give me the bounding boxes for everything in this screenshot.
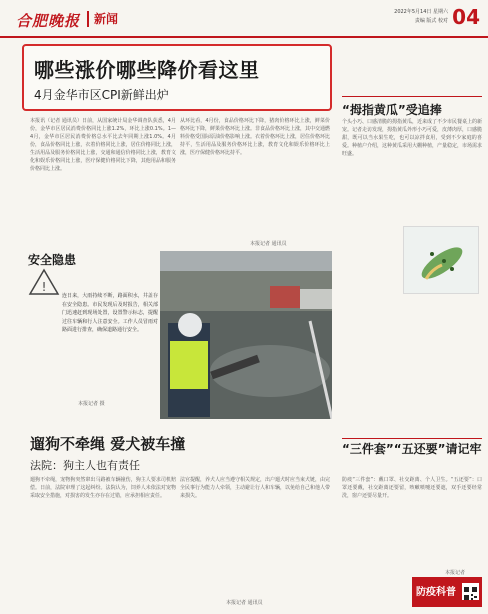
cpi-article-col-1	[30, 117, 176, 239]
right-article-1-title: “拇指黄瓜”受追捧	[342, 103, 442, 117]
cpi-byline: 本报记者 通讯员	[250, 241, 287, 247]
dog-article-col-1	[30, 476, 176, 602]
page-number: 04	[452, 5, 480, 29]
cucumber-illustration	[404, 227, 480, 295]
promo-banner	[412, 577, 482, 607]
dog-article-text-2: 法官提醒，养犬人应当遵守相关规定，出户遛犬时应当束犬链，由完全民事行为能力人牵领，主动避让行人和车辆，以免给自己和他人带来损失。	[180, 477, 330, 499]
right-article-2-byline: 本报记者	[445, 570, 466, 576]
right-article-2-body	[342, 476, 482, 570]
dog-byline: 本报记者 通讯员	[226, 600, 263, 606]
right-column-mid-rule	[342, 438, 482, 439]
issue-date: 2022年5月14日 星期六	[394, 9, 448, 15]
section-name: 新闻	[94, 12, 119, 26]
qr-code-icon	[462, 583, 479, 600]
cpi-article-text-2: 从环比看，4月份，食品价格环比下降，猪肉价格环比上涨，鲜菜价格环比下降，鲜果价格环比上涨。非食品价格环比上涨，其中交通燃料价格受国际原油价格影响上涨。衣着价格环比上涨，居住价格环比持平，生活用品及服务价格环比上涨，教育文化和娱乐价格环比上涨，医疗保健价格环比持平。	[180, 118, 330, 156]
warning-icon	[28, 268, 60, 296]
dog-article-col-2	[180, 476, 330, 594]
right-column-top-rule	[342, 96, 482, 97]
cpi-article-col-2	[180, 117, 330, 239]
banner-text: 防疫科普	[416, 587, 456, 598]
headline-title: 哪些涨价哪些降价看这里	[34, 58, 260, 82]
dog-article-text-1: 遛狗不牵绳，宠物狗突然窜出马路被车辆撞伤，狗主人要求司机赔偿。日前，法院审理了这起纠纷。法院认为，饲养人未依法对宠物采取安全措施，对损害的发生亦存在过错，应承担相应责任。	[30, 477, 176, 499]
safety-byline: 本报记者 摄	[78, 401, 105, 407]
dog-article-subtitle: 法院：狗主人也有责任	[30, 459, 140, 472]
cpi-article-text-1: 本报讯（记者 通讯员）日前，从国家统计局金华调查队获悉，4月份，金华市区居民消费价格同比上涨1.2%，环比上涨0.1%。1—4月，金华市区居民消费价格总水平比去年同期上涨1.0%。4月份，食品价格同比上涨，衣着价格同比上涨，居住价格同比上涨，生活用品及服务价格同比上涨，交通和通信价格同比上涨，教育文化和娱乐价格同比上涨，医疗保健价格同比下降，其他用品和服务价格同比上涨。	[30, 118, 176, 172]
svg-text:!: !	[41, 280, 47, 294]
headline-subtitle: 4月金华市区CPI新鲜出炉	[34, 88, 169, 102]
safety-text: 连日来，大雨持续不断，路面积水，井盖存在安全隐患。市民发现后及时报告，相关部门迅速赶到现场处置，设置警示标志，提醒过往车辆和行人注意安全。工作人员冒雨对路面进行排查，确保道路通行安全。	[62, 293, 158, 333]
right-article-1-text: 个头小巧、口感清脆的拇指黄瓜，近来成了不少市民餐桌上的新宠。记者走访发现，拇指黄瓜外形小巧可爱，皮薄肉厚，口感脆甜，既可以当水果生吃，也可以凉拌食用，受到不少家庭的喜爱。种植户介绍，这种黄瓜采用大棚种植，产量稳定，市场需求旺盛。	[342, 119, 482, 157]
right-article-2-title: “三件套”“五还要”请记牢	[342, 442, 482, 456]
qr-pattern	[464, 587, 477, 600]
headline-box	[22, 44, 332, 111]
right-article-2-text: 防疫“三件套”：戴口罩、社交距离、个人卫生。“五还要”：口罩还要戴，社交距离还要留，咳嗽喷嚏还要遮，双手还要经常洗，窗户还要尽量开。	[342, 477, 482, 499]
masthead	[0, 0, 488, 38]
street-photo-image	[160, 251, 332, 419]
masthead-divider	[87, 11, 89, 27]
editor-credits: 责编 版式 校对	[414, 18, 448, 24]
thumb-cartoon	[403, 226, 479, 294]
issue-info	[394, 8, 448, 26]
street-photo	[160, 251, 332, 419]
dog-article-title: 遛狗不牵绳 爱犬被车撞	[30, 435, 186, 453]
safety-title: 安全隐患	[28, 253, 77, 267]
newspaper-logo: 合肥晚报	[16, 12, 81, 30]
